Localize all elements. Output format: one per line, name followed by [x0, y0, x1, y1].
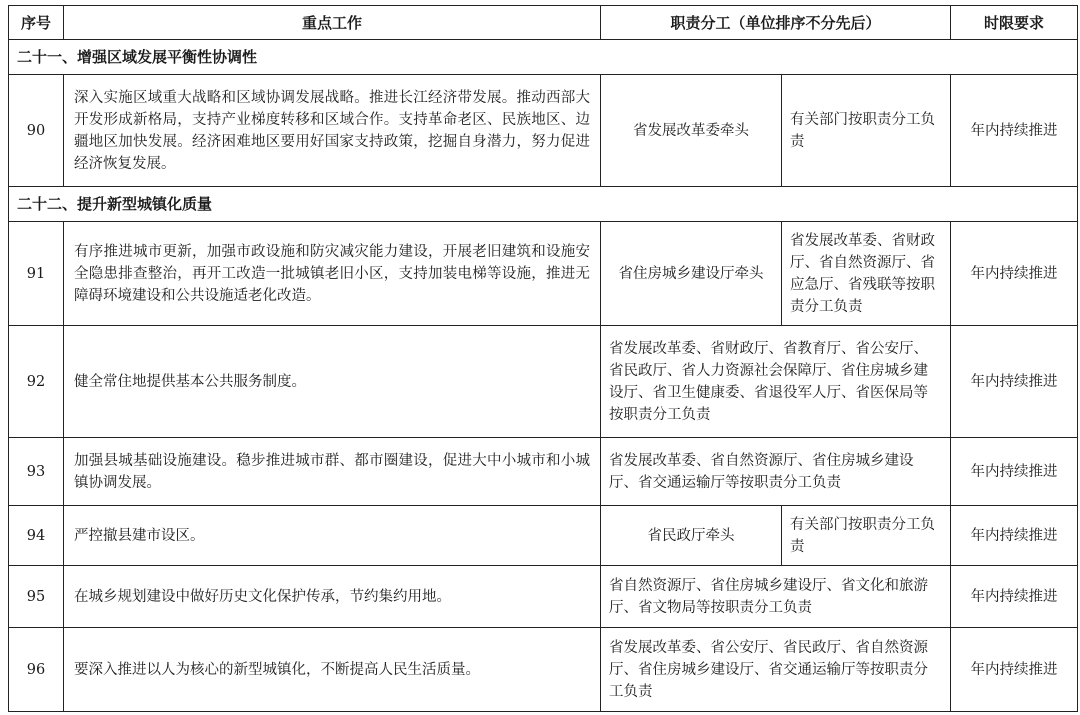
work-plan-table [8, 5, 1078, 712]
task-text: 在城乡规划建设中做好历史文化保护传承，节约集约用地。 [64, 566, 601, 628]
table-row [9, 506, 1078, 566]
time-requirement: 年内持续推进 [951, 506, 1078, 566]
table-row [9, 326, 1078, 438]
time-requirement: 年内持续推进 [951, 222, 1078, 326]
table-row [9, 438, 1078, 506]
header-task: 重点工作 [64, 6, 601, 40]
time-requirement: 年内持续推进 [951, 75, 1078, 187]
table-row [9, 75, 1078, 187]
section-header [9, 40, 1078, 75]
section-header [9, 187, 1078, 222]
row-number: 93 [9, 438, 64, 506]
cooperating-units: 有关部门按职责分工负责 [782, 506, 951, 566]
section-title: 二十一、增强区域发展平衡性协调性 [9, 40, 1078, 75]
header-num: 序号 [9, 6, 64, 40]
row-number: 90 [9, 75, 64, 187]
task-text: 要深入推进以人为核心的新型城镇化，不断提高人民生活质量。 [64, 628, 601, 712]
task-text: 加强县城基础设施建设。稳步推进城市群、都市圈建设，促进大中小城市和小城镇协调发展。 [64, 438, 601, 506]
row-number: 92 [9, 326, 64, 438]
responsible-units: 省自然资源厅、省住房城乡建设厅、省文化和旅游厅、省文物局等按职责分工负责 [601, 566, 951, 628]
table-row [9, 222, 1078, 326]
table-row [9, 628, 1078, 712]
time-requirement: 年内持续推进 [951, 326, 1078, 438]
section-title: 二十二、提升新型城镇化质量 [9, 187, 1078, 222]
time-requirement: 年内持续推进 [951, 628, 1078, 712]
responsible-units: 省发展改革委、省公安厅、省民政厅、省自然资源厅、省住房城乡建设厅、省交通运输厅等按职责分工负责 [601, 628, 951, 712]
lead-unit: 省发展改革委牵头 [601, 75, 782, 187]
row-number: 91 [9, 222, 64, 326]
row-number: 96 [9, 628, 64, 712]
time-requirement: 年内持续推进 [951, 438, 1078, 506]
table-row [9, 566, 1078, 628]
task-text: 严控撤县建市设区。 [64, 506, 601, 566]
responsible-units: 省发展改革委、省自然资源厅、省住房城乡建设厅、省交通运输厅等按职责分工负责 [601, 438, 951, 506]
task-text: 健全常住地提供基本公共服务制度。 [64, 326, 601, 438]
lead-unit: 省住房城乡建设厅牵头 [601, 222, 782, 326]
lead-unit: 省民政厅牵头 [601, 506, 782, 566]
header-time: 时限要求 [951, 6, 1078, 40]
task-text: 深入实施区域重大战略和区域协调发展战略。推进长江经济带发展。推动西部大开发形成新格局，支持产业梯度转移和区域合作。支持革命老区、民族地区、边疆地区加快发展。经济困难地区要用好国家支持政策，挖掘自身潜力，努力促进经济恢复发展。 [64, 75, 601, 187]
time-requirement: 年内持续推进 [951, 566, 1078, 628]
cooperating-units: 省发展改革委、省财政厅、省自然资源厅、省应急厅、省残联等按职责分工负责 [782, 222, 951, 326]
header-row [9, 6, 1078, 40]
task-text: 有序推进城市更新，加强市政设施和防灾减灾能力建设，开展老旧建筑和设施安全隐患排查整治，再开工改造一批城镇老旧小区，支持加装电梯等设施，推进无障碍环境建设和公共设施适老化改造。 [64, 222, 601, 326]
header-duty: 职责分工（单位排序不分先后） [601, 6, 951, 40]
row-number: 95 [9, 566, 64, 628]
responsible-units: 省发展改革委、省财政厅、省教育厅、省公安厅、省民政厅、省人力资源社会保障厅、省住房城乡建设厅、省卫生健康委、省退役军人厅、省医保局等按职责分工负责 [601, 326, 951, 438]
cooperating-units: 有关部门按职责分工负责 [782, 75, 951, 187]
row-number: 94 [9, 506, 64, 566]
